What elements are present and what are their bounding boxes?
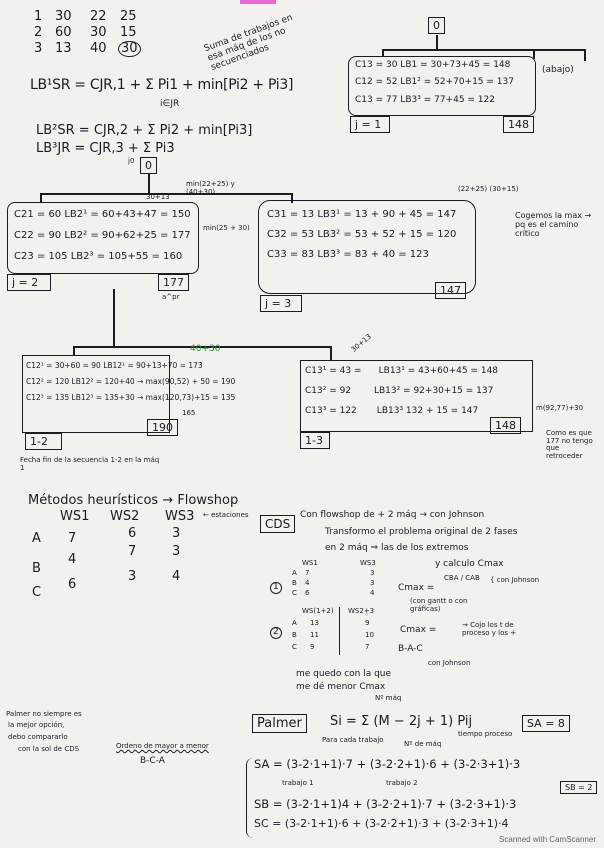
col-header: WS1 — [302, 559, 318, 567]
heuristics-title: Métodos heurísticos → Flowshop — [28, 493, 239, 508]
annotation-sum: Suma de trabajos en esa máq de los no secuenciados — [202, 12, 295, 73]
cell: 6 — [128, 526, 137, 541]
side-note: Cogemos la max → pq es el camino crítico — [515, 211, 592, 238]
cell: 4 — [305, 579, 310, 587]
palmer-label: Palmer — [252, 714, 307, 733]
cell: 3 — [172, 544, 181, 559]
cell: 10 — [365, 631, 374, 639]
node-box-j3 — [258, 200, 476, 294]
node-bound: 190 — [147, 419, 178, 436]
note: tiempo proceso — [458, 730, 513, 738]
formula-lb2: LB²SR = CJR,2 + Σ Pi2 + min[Pi3] — [36, 123, 253, 138]
node-line: C13³ = 122 LB13³ 132 + 15 = 147 — [305, 406, 479, 416]
sa-equation: SA = (3-2·1+1)·7 + (3-2·2+1)·6 + (3-2·3+1)·3 — [254, 757, 521, 771]
formula-lb3: LB³JR = CJR,3 + Σ Pi3 — [36, 141, 175, 156]
note: → Cojo los t de proceso y los + — [462, 621, 517, 637]
cell: 6 — [68, 577, 77, 592]
node-line: C21 = 60 LB2¹ = 60+43+47 = 150 — [14, 209, 191, 220]
cell: 30 — [55, 9, 72, 24]
formula-lb1: LB¹SR = CJR,1 + Σ Pi1 + min[Pi2 + Pi3] — [30, 77, 294, 93]
tree-root-node: 0 — [428, 17, 445, 34]
sequences: CBA / CAB — [444, 574, 480, 582]
note: (abajo) — [542, 65, 574, 75]
node-line: C23 = 105 LB2³ = 105+55 = 160 — [14, 251, 183, 262]
cell: 7 — [68, 531, 77, 546]
scanner-watermark: Scanned with CamScanner — [499, 835, 596, 844]
node-label: j = 3 — [260, 295, 302, 312]
cell: 6 — [305, 589, 310, 597]
pink-tape — [240, 0, 276, 4]
note: 30+13 — [349, 332, 373, 354]
note: Fecha fin de la secuencia 1-2 en la máq 1 — [20, 456, 160, 472]
side-note: debo compararlo — [8, 733, 68, 741]
cell: 11 — [310, 631, 319, 639]
node-line: C32 = 53 LB3² = 53 + 52 + 15 = 120 — [267, 229, 457, 240]
cell: 22 — [90, 9, 107, 24]
note: { con Johnson — [490, 576, 540, 584]
row-label: A — [32, 531, 41, 546]
side-note: la mejor opción, — [8, 721, 65, 729]
cell: 4 — [370, 589, 375, 597]
node-line: C13 = 77 LB3³ = 77+45 = 122 — [355, 95, 495, 105]
cell: 40 — [90, 41, 107, 56]
order-label: Ordeno de mayor a menor — [116, 742, 209, 750]
node-box-j2 — [7, 202, 199, 274]
col-header: WS3 — [165, 509, 195, 524]
cell: B — [292, 631, 297, 639]
col-header: WS3 — [360, 559, 376, 567]
row-label: B — [32, 561, 41, 576]
cell: 4 — [172, 569, 181, 584]
cell: 3 — [128, 569, 137, 584]
note: trabajo 1 — [282, 779, 314, 787]
node-line: C12² = 120 LB12² = 120+40 → max(90,52) + 50 = 190 — [26, 377, 236, 386]
cell: 7 — [128, 544, 137, 559]
cell: 13 — [310, 619, 319, 627]
side-note: Palmer no siempre es — [6, 710, 82, 718]
node-bound: 148 — [503, 116, 534, 133]
node-line: C13² = 92 LB13² = 92+30+15 = 137 — [305, 386, 494, 396]
conclusion: me quedo con la que — [296, 669, 392, 679]
note: Nº de máq — [404, 740, 442, 748]
cds-text: en 2 máq ⇒ las de los extremos — [325, 543, 469, 553]
node-line: C33 = 83 LB3³ = 83 + 40 = 123 — [267, 249, 429, 260]
cell: 13 — [55, 41, 72, 56]
col-header: WS1 — [60, 509, 90, 524]
node-line: C13¹ = 43 = LB13¹ = 43+60+45 = 148 — [305, 366, 499, 376]
node-line: C13 = 30 LB1 = 30+73+45 = 148 — [355, 60, 511, 70]
sc-equation: SC = (3-2·1+1)·6 + (3-2·2+1)·3 + (3-2·3+1)·4 — [254, 817, 509, 830]
side-note: Como es que 177 no tengo que retroceder — [546, 429, 593, 461]
note: con Johnson — [428, 659, 471, 667]
cell: C — [292, 589, 297, 597]
cmax-label: Cmax = — [398, 583, 435, 593]
tree-root-node: 0 — [140, 157, 157, 174]
cell: A — [292, 619, 297, 627]
cell: 3 — [34, 41, 43, 56]
node-bound: 148 — [490, 417, 521, 434]
note: (con gantt o con gráficas) — [410, 597, 468, 613]
step-number: 2 — [270, 627, 282, 639]
step-number: 1 — [270, 582, 282, 594]
sequence: B-A-C — [398, 644, 423, 654]
cell: 30 — [90, 25, 107, 40]
cell: 25 — [120, 9, 137, 24]
cell: 4 — [68, 552, 77, 567]
node-bound: 177 — [158, 274, 189, 291]
cell: 60 — [55, 25, 72, 40]
sa-result: SA = 8 — [522, 715, 570, 732]
note: Para cada trabajo — [322, 736, 384, 744]
node-label: j = 2 — [7, 274, 51, 291]
row-label: C — [32, 585, 42, 600]
node-label: 1-3 — [300, 432, 330, 449]
order-sequence: B-C-A — [140, 756, 165, 766]
node-bound: 147 — [435, 282, 466, 299]
node-line: C12 = 52 LB1² = 52+70+15 = 137 — [355, 77, 514, 87]
note: (22+25) (30+15) — [458, 185, 519, 193]
cell-circled: 30 — [118, 41, 141, 57]
node-line: C12¹ = 30+60 = 90 LB12¹ = 90+13+70 = 173 — [26, 361, 203, 370]
cell: 7 — [365, 643, 370, 651]
node-line: C12³ = 135 LB12³ = 135+30 → max(120,73)+15 = 135 — [26, 393, 236, 402]
cell: 3 — [370, 569, 375, 577]
sb-result: SB = 2 — [560, 781, 597, 794]
cell: B — [292, 579, 297, 587]
cds-label: CDS — [260, 515, 295, 533]
cell: 9 — [365, 619, 370, 627]
note: 40+30 — [190, 344, 221, 354]
note: min(25 + 30) — [203, 224, 250, 232]
cell: 2 — [34, 25, 43, 40]
node-label: 1-2 — [25, 433, 62, 450]
root-label: j0 — [128, 157, 135, 165]
cell: 1 — [34, 9, 43, 24]
sb-equation: SB = (3-2·1+1)4 + (3-2·2+1)·7 + (3-2·3+1)·3 — [254, 797, 517, 811]
cell: 3 — [172, 526, 181, 541]
cell: 7 — [305, 569, 310, 577]
col-header: WS2 — [110, 509, 140, 524]
cds-text: y calculo Cmax — [435, 559, 504, 569]
cds-text: Transformo el problema original de 2 fases — [325, 527, 518, 537]
note: 30+13 — [146, 193, 170, 201]
note: min(22+25) y (40+30) — [186, 180, 235, 196]
cell: C — [292, 643, 297, 651]
node-line: C31 = 13 LB3¹ = 13 + 90 + 45 = 147 — [267, 209, 457, 220]
col-header: WS(1+2) — [302, 607, 334, 615]
cds-text: Con flowshop de + 2 máq → con Johnson — [300, 510, 485, 520]
note: m(92,77)+30 — [536, 404, 584, 412]
note: Nº máq — [375, 694, 402, 702]
cell: A — [292, 569, 297, 577]
cmax-label: Cmax = — [400, 625, 437, 635]
note: 165 — [182, 409, 196, 417]
palmer-formula: Si = Σ (M − 2j + 1) Pij — [330, 714, 473, 729]
formula-lb1-subscript: i∈JR — [160, 99, 180, 109]
node-label: j = 1 — [350, 116, 390, 133]
cell: 3 — [370, 579, 375, 587]
header-note: ← estaciones — [203, 511, 249, 519]
side-note: con la sol de CDS — [18, 745, 80, 753]
conclusion: me dé menor Cmax — [296, 682, 386, 692]
cell: 9 — [310, 643, 315, 651]
node-box — [348, 56, 536, 116]
brace — [246, 758, 253, 838]
node-line: C22 = 90 LB2² = 90+62+25 = 177 — [14, 230, 191, 241]
note: trabajo 2 — [386, 779, 418, 787]
cell: 15 — [120, 25, 137, 40]
col-header: WS2+3 — [348, 607, 375, 615]
note: a^pr — [162, 293, 180, 301]
